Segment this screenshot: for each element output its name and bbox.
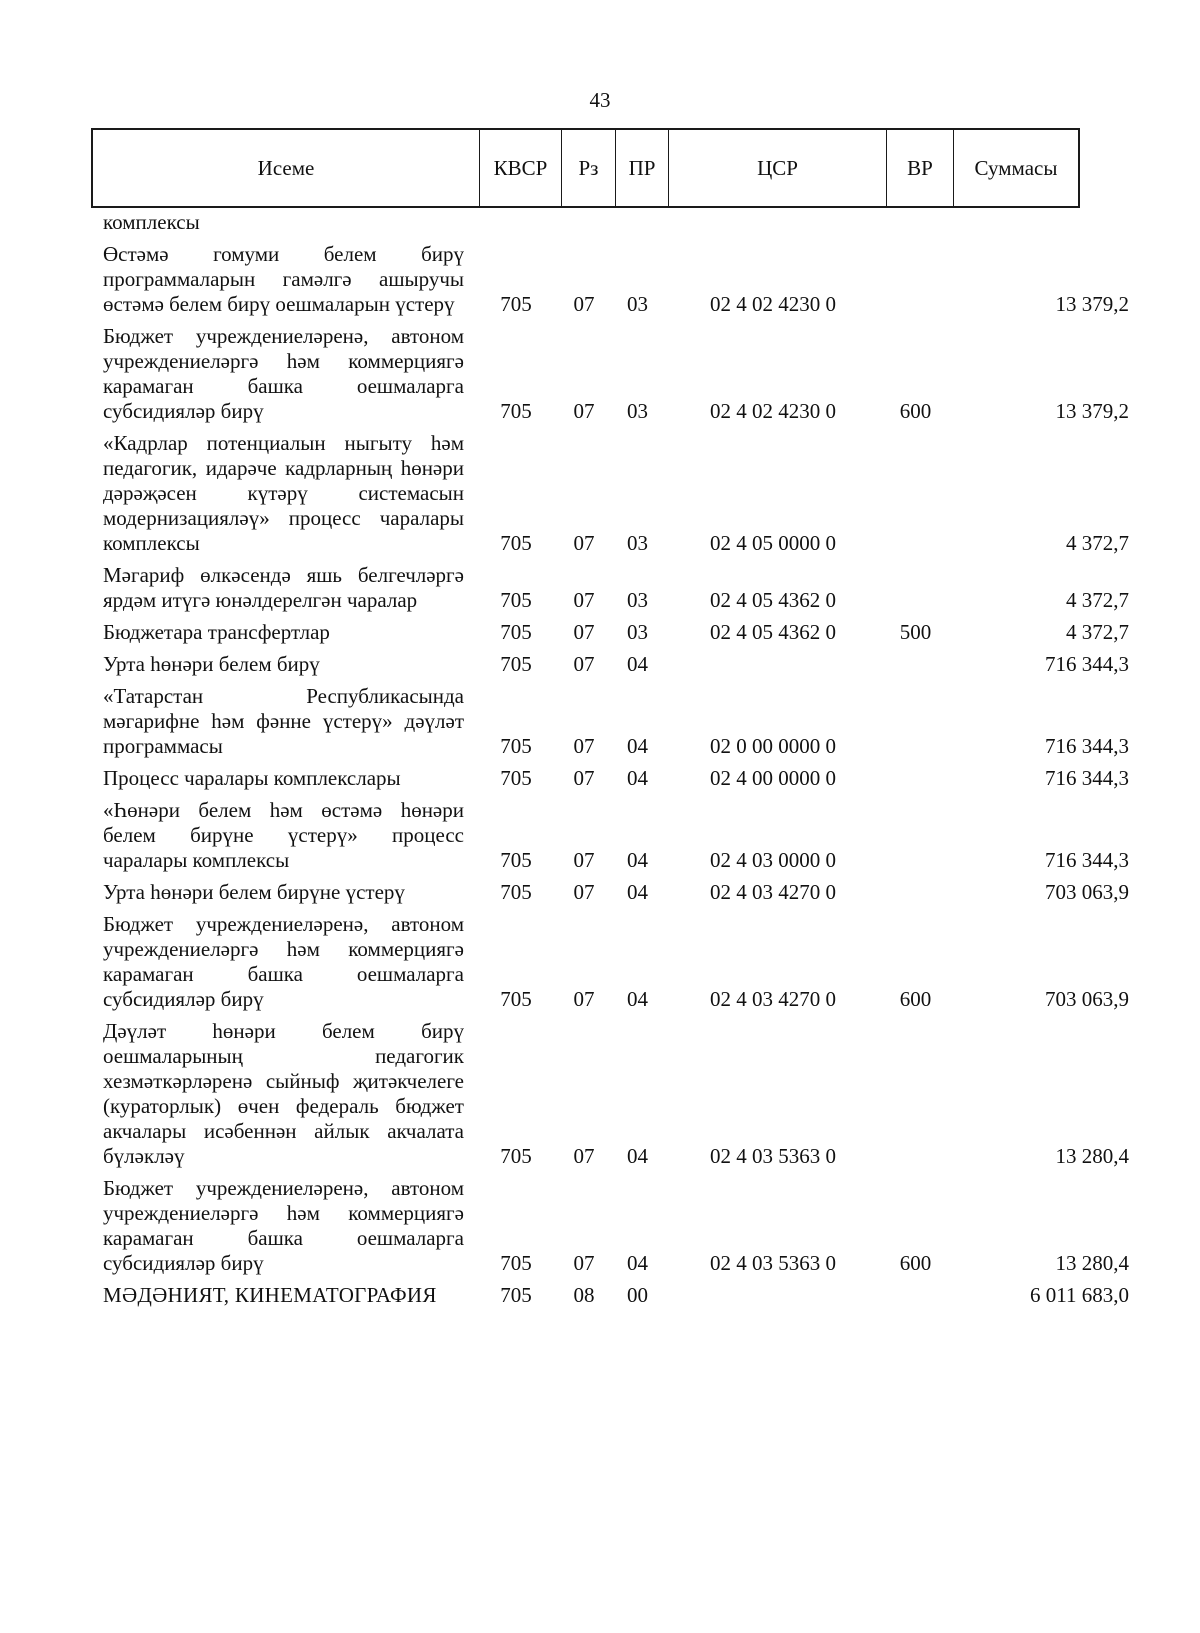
row-rz: 07: [573, 292, 595, 316]
table-row: [0, 242, 1200, 317]
row-sum: 13 280,4: [1055, 1144, 1129, 1168]
row-name: Урта һөнәри белем бирү: [103, 652, 320, 676]
row-name: «Һөнәри белем һәм өстәмә һөнәри белем бирүне үстерү» процесс чаралары комплексы: [103, 798, 464, 872]
row-kvsr: 705: [500, 1251, 532, 1275]
row-csr: 02 4 02 4230 0: [710, 399, 836, 423]
row-name: Урта һөнәри белем бирүне үстерү: [103, 880, 405, 904]
table-row: [0, 912, 1200, 1012]
row-sum: 13 280,4: [1055, 1251, 1129, 1275]
header-sum: Суммасы: [974, 155, 1058, 180]
row-name: Бюджет учреждениеләренә, автоном учреждениеләргә һәм коммерциягә карамаган башка оешмаларга субсидияләр бирү: [103, 324, 464, 423]
row-kvsr: 705: [500, 620, 532, 644]
header-pr: ПР: [616, 130, 669, 206]
row-pr: 04: [627, 880, 648, 904]
table-row: [0, 1283, 1200, 1308]
row-vr: 600: [899, 399, 932, 423]
row-csr: 02 4 02 4230 0: [710, 292, 836, 316]
row-sum: 4 372,7: [1066, 531, 1129, 555]
row-kvsr: 705: [500, 292, 532, 316]
row-name: «Кадрлар потенциалын ныгыту һәм педагогик, идарәче кадрларның һөнәри дәрәҗәсен күтәрү системасын модернизацияләү» процесс чаралары комплексы: [103, 431, 464, 555]
header-vr: ВР: [887, 130, 954, 206]
row-sum: 716 344,3: [1045, 848, 1129, 872]
row-rz: 07: [573, 734, 595, 758]
row-pr: 03: [627, 292, 648, 316]
table-body: [0, 210, 1200, 1315]
row-kvsr: 705: [500, 1144, 532, 1168]
row-pr: 04: [627, 734, 648, 758]
row-sum: 716 344,3: [1045, 766, 1129, 790]
row-sum: 703 063,9: [1045, 987, 1129, 1011]
header-kvsr: КВСР: [480, 130, 562, 206]
row-pr: 04: [627, 766, 648, 790]
table-row: [0, 684, 1200, 759]
row-name: Бюджетара трансфертлар: [103, 620, 330, 644]
row-csr: 02 4 05 4362 0: [710, 588, 836, 612]
row-sum: 4 372,7: [1066, 620, 1129, 644]
row-rz: 07: [573, 1251, 595, 1275]
table-header: [91, 128, 1080, 208]
row-name: «Татарстан Республикасында мәгарифне һәм фәнне үстерү» дәүләт программасы: [103, 684, 464, 758]
row-pr: 03: [627, 620, 648, 644]
row-pr: 04: [627, 987, 648, 1011]
row-csr: 02 4 03 4270 0: [710, 880, 836, 904]
row-rz: 08: [573, 1283, 595, 1307]
table-row: [0, 1176, 1200, 1276]
row-sum: 4 372,7: [1066, 588, 1129, 612]
row-name: Процесс чаралары комплекслары: [103, 766, 401, 790]
row-csr: 02 4 03 0000 0: [710, 848, 836, 872]
table-row: [0, 563, 1200, 613]
row-rz: 07: [573, 620, 595, 644]
row-pr: 04: [627, 848, 648, 872]
table-row: [0, 324, 1200, 424]
row-kvsr: 705: [500, 880, 532, 904]
table-row: [0, 1019, 1200, 1169]
row-sum: 703 063,9: [1045, 880, 1129, 904]
row-rz: 07: [573, 880, 595, 904]
table-row: [0, 652, 1200, 677]
row-csr: 02 4 00 0000 0: [710, 766, 836, 790]
row-kvsr: 705: [500, 987, 532, 1011]
row-kvsr: 705: [500, 848, 532, 872]
row-pr: 04: [627, 1251, 648, 1275]
row-pr: 03: [627, 588, 648, 612]
row-pr: 03: [627, 531, 648, 555]
row-csr: 02 0 00 0000 0: [710, 734, 836, 758]
table-row: [0, 210, 1200, 235]
row-name: МӘДӘНИЯТ, КИНЕМАТОГРАФИЯ: [103, 1283, 437, 1307]
row-rz: 07: [573, 848, 595, 872]
row-csr: 02 4 05 0000 0: [710, 531, 836, 555]
table-row: [0, 620, 1200, 645]
row-sum: 716 344,3: [1045, 734, 1129, 758]
row-rz: 07: [573, 652, 595, 676]
table-row: [0, 766, 1200, 791]
row-kvsr: 705: [500, 399, 532, 423]
row-pr: 00: [627, 1283, 648, 1307]
row-name: Бюджет учреждениеләренә, автоном учреждениеләргә һәм коммерциягә карамаган башка оешмаларга субсидияләр бирү: [103, 912, 464, 1011]
row-csr: 02 4 05 4362 0: [710, 620, 836, 644]
row-pr: 04: [627, 1144, 648, 1168]
row-name: Бюджет учреждениеләренә, автоном учреждениеләргә һәм коммерциягә карамаган башка оешмаларга субсидияләр бирү: [103, 1176, 464, 1275]
row-csr: 02 4 03 4270 0: [710, 987, 836, 1011]
row-rz: 07: [573, 987, 595, 1011]
row-pr: 03: [627, 399, 648, 423]
row-vr: 600: [899, 1251, 932, 1275]
row-rz: 07: [573, 1144, 595, 1168]
row-kvsr: 705: [500, 734, 532, 758]
row-name: Мәгариф өлкәсендә яшь белгечләргә ярдәм итүгә юнәлдерелгән чаралар: [103, 563, 464, 612]
row-rz: 07: [573, 399, 595, 423]
row-kvsr: 705: [500, 588, 532, 612]
row-name: Өстәмә гомуми белем бирү программаларын гамәлгә ашыручы өстәмә белем бирү оешмаларын үстерү: [103, 242, 464, 316]
table-row: [0, 880, 1200, 905]
row-pr: 04: [627, 652, 648, 676]
row-name: комплексы: [103, 210, 200, 234]
row-name: Дәүләт һөнәри белем бирү оешмаларының педагогик хезмәткәрләренә сыйныф җитәкчелеге (кураторлык) өчен федераль бюджет акчалары исәбеннән айлык акчалата бүләкләү: [103, 1019, 464, 1168]
row-csr: 02 4 03 5363 0: [710, 1144, 836, 1168]
header-name: Исеме: [93, 130, 480, 206]
header-csr: ЦСР: [669, 130, 887, 206]
row-kvsr: 705: [500, 766, 532, 790]
row-rz: 07: [573, 766, 595, 790]
row-rz: 07: [573, 531, 595, 555]
row-sum: 716 344,3: [1045, 652, 1129, 676]
table-row: [0, 431, 1200, 556]
page-number: 43: [589, 88, 611, 112]
table-row: [0, 798, 1200, 873]
row-vr: 500: [899, 620, 932, 644]
row-csr: 02 4 03 5363 0: [710, 1251, 836, 1275]
row-sum: 13 379,2: [1055, 292, 1129, 316]
header-rz: Рз: [562, 130, 616, 206]
row-sum: 13 379,2: [1055, 399, 1129, 423]
row-kvsr: 705: [500, 1283, 532, 1307]
row-kvsr: 705: [500, 652, 532, 676]
row-sum: 6 011 683,0: [1030, 1283, 1129, 1307]
row-rz: 07: [573, 588, 595, 612]
row-kvsr: 705: [500, 531, 532, 555]
row-vr: 600: [899, 987, 932, 1011]
